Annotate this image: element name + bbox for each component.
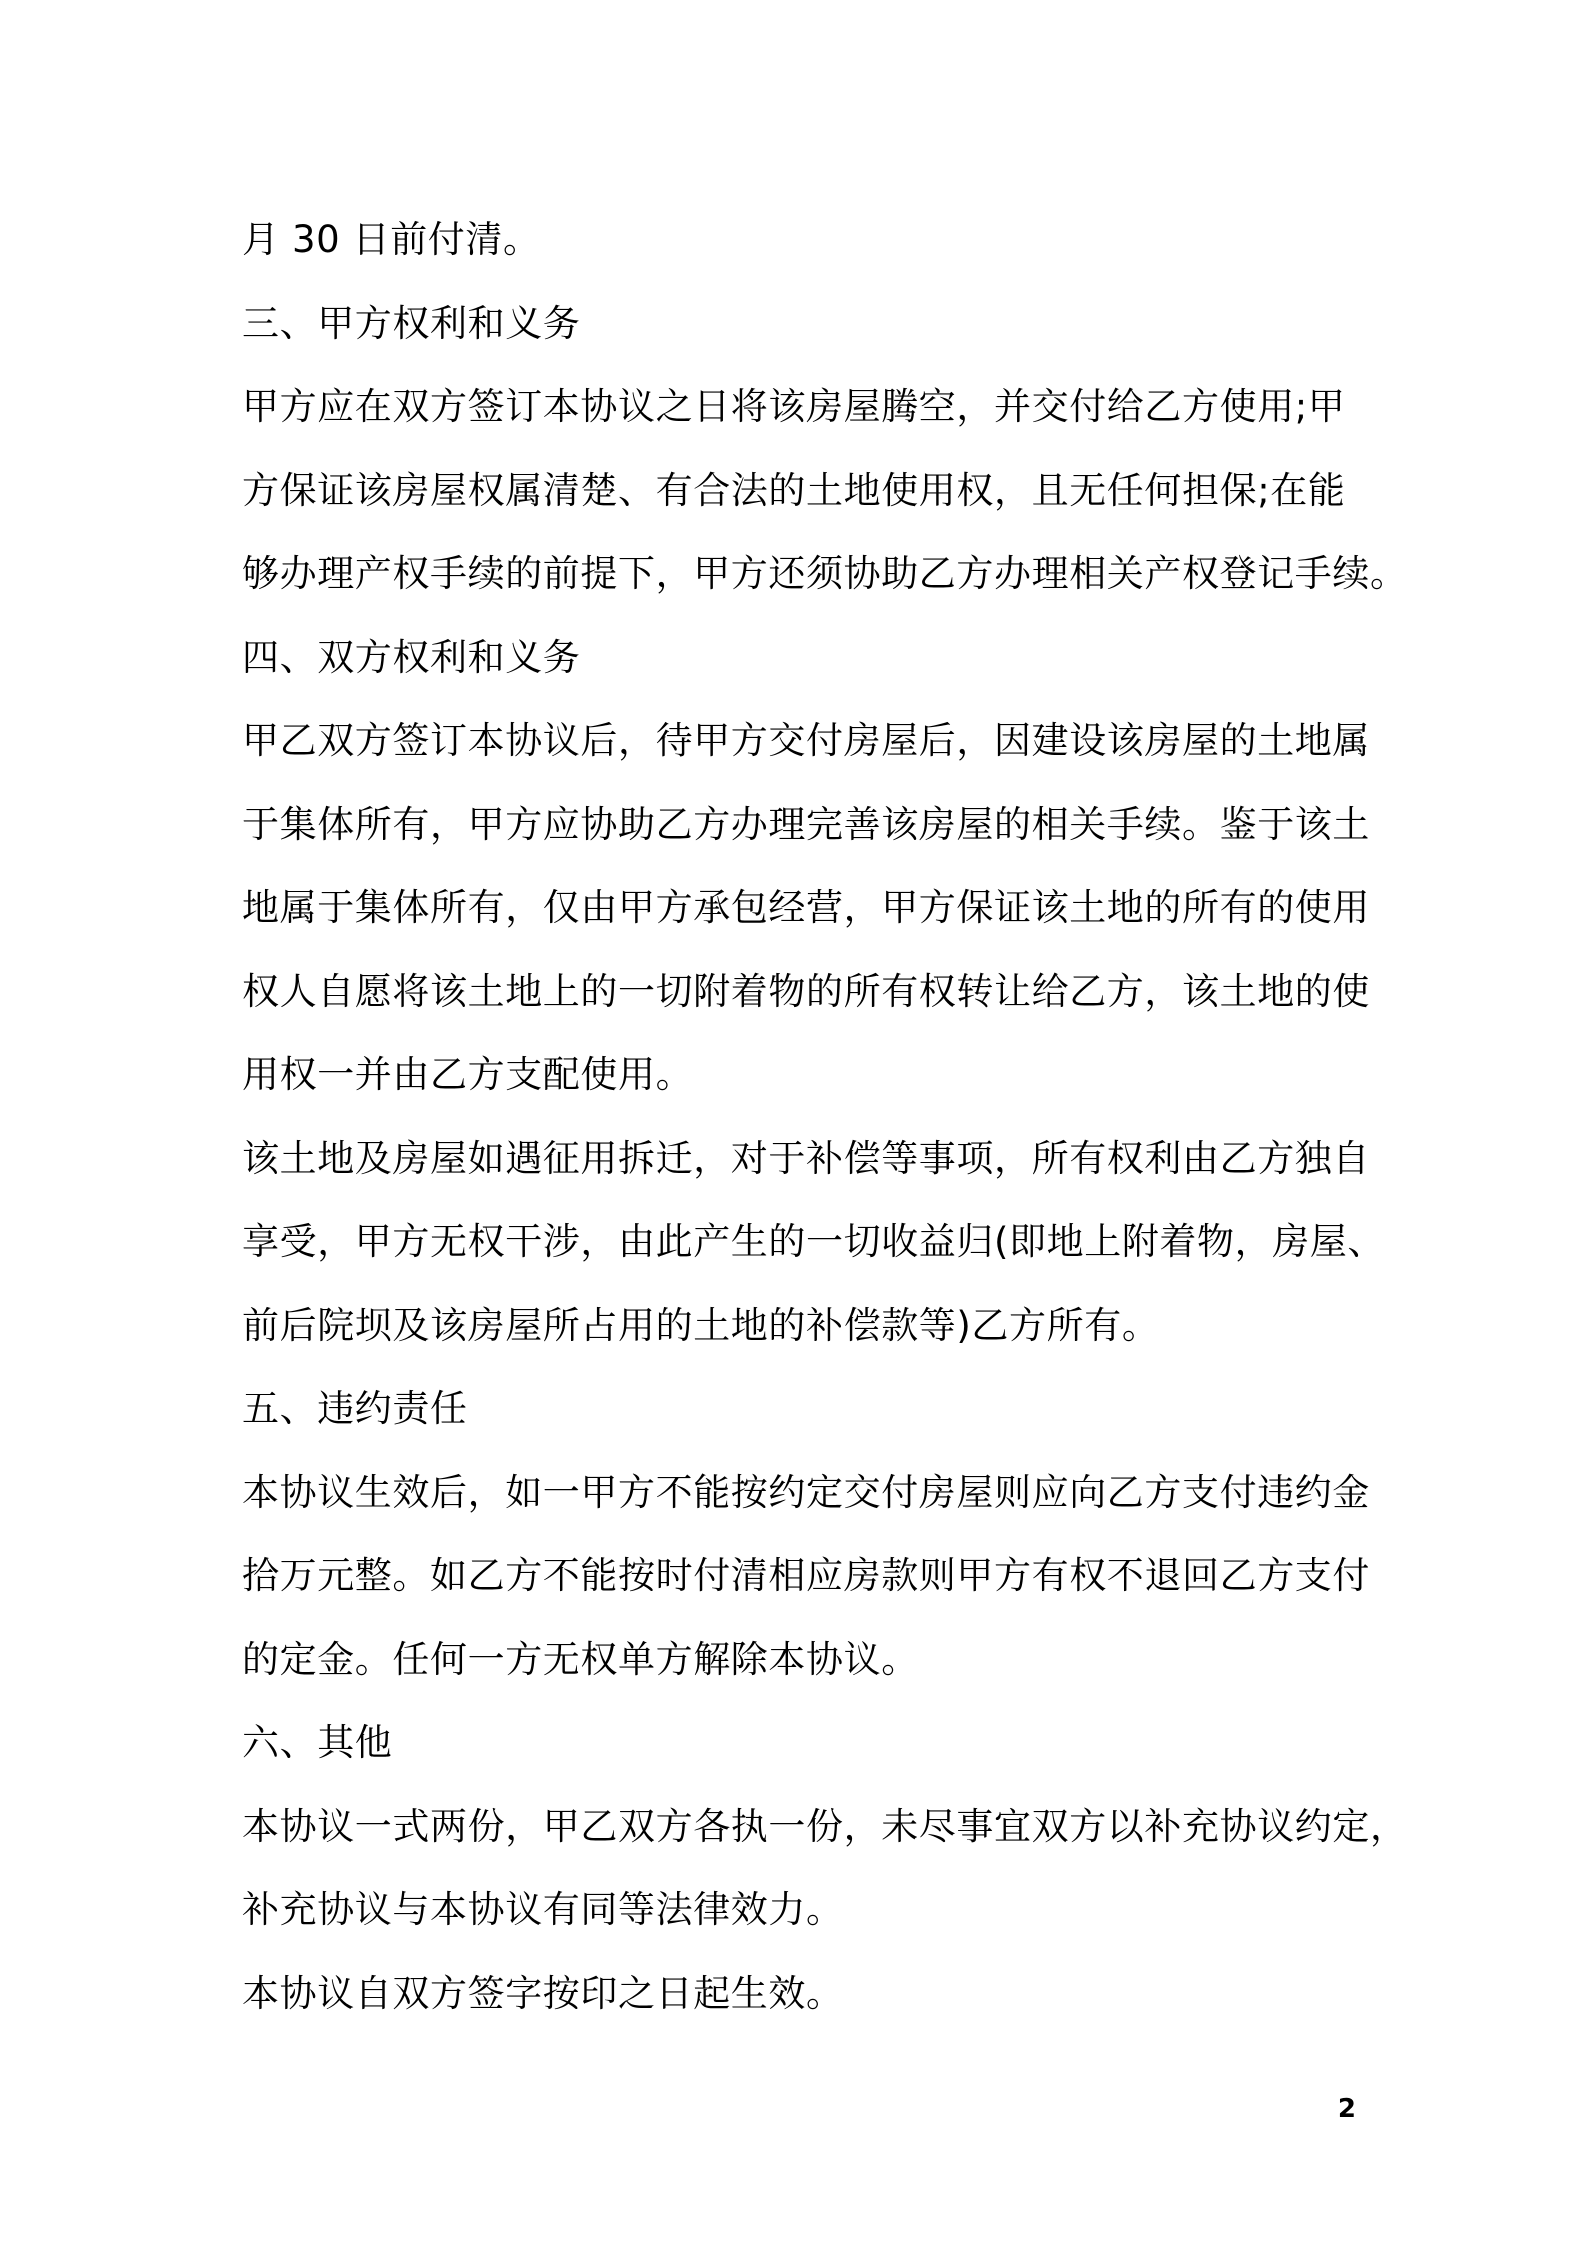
text-line: 方保证该房屋权属清楚、有合法的土地使用权，且无任何担保;在能 bbox=[242, 468, 1346, 512]
text-line: 够办理产权手续的前提下，甲方还须协助乙方办理相关产权登记手续。 bbox=[242, 552, 1408, 595]
text-line: 的定金。任何一方无权单方解除本协议。 bbox=[242, 1637, 919, 1681]
text-line: 享受，甲方无权干涉，由此产生的一切收益归(即地上附着物，房屋、 bbox=[242, 1220, 1386, 1263]
text-line: 甲乙双方签订本协议后，待甲方交付房屋后，因建设该房屋的土地属 bbox=[242, 719, 1370, 762]
section-heading: 六、其他 bbox=[242, 1721, 393, 1764]
text-line: 该土地及房屋如遇征用拆迁，对于补偿等事项，所有权利由乙方独自 bbox=[242, 1136, 1370, 1180]
text-line: 甲方应在双方签订本协议之日将该房屋腾空，并交付给乙方使用;甲 bbox=[242, 385, 1346, 428]
text-line: 本协议自双方签字按印之日起生效。 bbox=[242, 1971, 844, 2015]
document-body bbox=[242, 198, 1408, 2035]
text-line: 权人自愿将该土地上的一切附着物的所有权转让给乙方，该土地的使 bbox=[242, 969, 1370, 1013]
page-number: 2 bbox=[1337, 2094, 1356, 2124]
section-heading: 五、违约责任 bbox=[242, 1387, 468, 1430]
text-line: 于集体所有，甲方应协助乙方办理完善该房屋的相关手续。鉴于该土 bbox=[242, 802, 1370, 846]
text-line: 地属于集体所有，仅由甲方承包经营，甲方保证该土地的所有的使用 bbox=[242, 886, 1370, 929]
text-line: 前后院坝及该房屋所占用的土地的补偿款等)乙方所有。 bbox=[242, 1303, 1160, 1347]
section-heading: 三、甲方权利和义务 bbox=[242, 301, 581, 345]
section-heading: 四、双方权利和义务 bbox=[242, 635, 581, 679]
text-line: 本协议生效后，如一甲方不能按约定交付房屋则应向乙方支付违约金 bbox=[242, 1470, 1370, 1514]
text-line: 拾万元整。如乙方不能按时付清相应房款则甲方有权不退回乙方支付 bbox=[242, 1554, 1370, 1597]
text-line: 补充协议与本协议有同等法律效力。 bbox=[242, 1888, 844, 1931]
text-line: 月 30 日前付清。 bbox=[242, 218, 541, 261]
text-line: 本协议一式两份，甲乙双方各执一份，未尽事宜双方以补充协议约定， bbox=[242, 1804, 1408, 1848]
text-line: 用权一并由乙方支配使用。 bbox=[242, 1053, 694, 1096]
